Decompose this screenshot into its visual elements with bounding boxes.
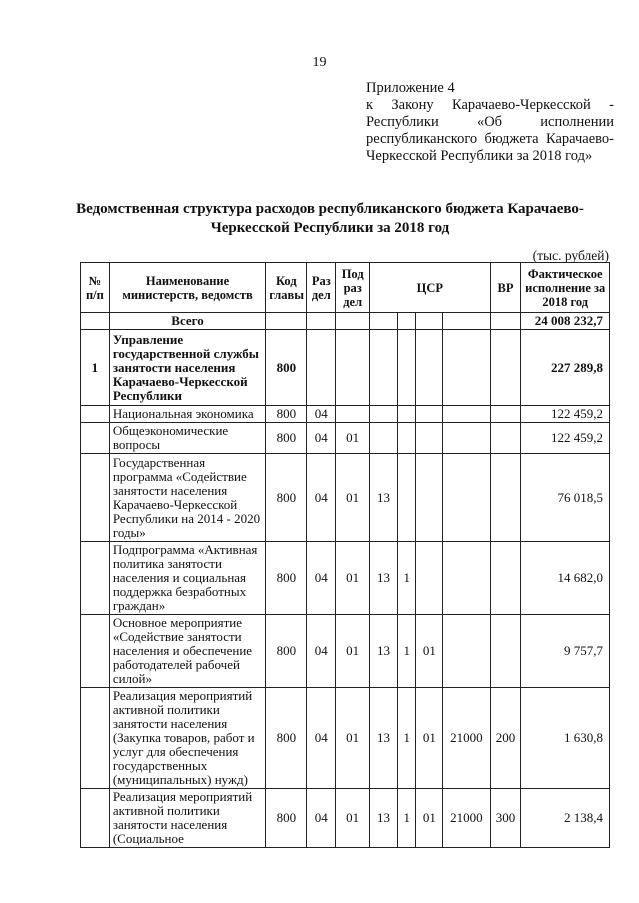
appendix-header — [366, 80, 614, 165]
row-number — [81, 454, 110, 542]
row-code: 800 — [266, 688, 307, 789]
header-name: Наименование министерств, ведомств — [109, 263, 265, 313]
row-csr-subprogram — [397, 454, 416, 542]
row-vr — [490, 542, 521, 615]
row-csr-direction: 21000 — [443, 688, 490, 789]
row-csr-direction — [443, 406, 490, 423]
row-code: 800 — [266, 330, 307, 406]
row-code: 800 — [266, 454, 307, 542]
row-subsection: 01 — [336, 615, 370, 688]
table-row — [81, 406, 610, 423]
row-subsection: 01 — [336, 423, 370, 454]
table-row — [81, 330, 610, 406]
row-csr-event — [416, 454, 443, 542]
row-csr-event — [416, 330, 443, 406]
document-title — [60, 200, 600, 238]
row-section: 04 — [307, 789, 336, 848]
row-number — [81, 406, 110, 423]
row-section: 04 — [307, 615, 336, 688]
row-name: Реализация мероприятий активной политики занятости населения (Закупка товаров, работ и услуг для обеспечения государственных (муниципальных) нужд) — [109, 688, 265, 789]
row-number — [81, 615, 110, 688]
appendix-line: республиканского бюджета Карачаево- — [366, 131, 614, 147]
row-csr-program: 13 — [370, 454, 398, 542]
row-vr — [490, 406, 521, 423]
header-csr: ЦСР — [370, 263, 490, 313]
row-amount: 14 682,0 — [521, 542, 610, 615]
row-vr — [490, 330, 521, 406]
table-row — [81, 688, 610, 789]
row-subsection — [336, 330, 370, 406]
title-line: Ведомственная структура расходов республиканского бюджета Карачаево- — [76, 201, 584, 217]
row-subsection: 01 — [336, 789, 370, 848]
row-csr-program — [370, 423, 398, 454]
row-code: 800 — [266, 615, 307, 688]
total-amount: 24 008 232,7 — [521, 313, 610, 330]
table-row — [81, 454, 610, 542]
row-vr: 300 — [490, 789, 521, 848]
row-amount: 76 018,5 — [521, 454, 610, 542]
row-section: 04 — [307, 688, 336, 789]
row-csr-direction — [443, 330, 490, 406]
row-number — [81, 688, 110, 789]
row-csr-program — [370, 330, 398, 406]
row-csr-event: 01 — [416, 615, 443, 688]
row-csr-subprogram: 1 — [397, 789, 416, 848]
row-subsection: 01 — [336, 454, 370, 542]
row-number — [81, 423, 110, 454]
row-csr-event — [416, 423, 443, 454]
row-csr-event: 01 — [416, 789, 443, 848]
row-csr-direction — [443, 423, 490, 454]
row-csr-subprogram — [397, 330, 416, 406]
table-row — [81, 542, 610, 615]
row-section: 04 — [307, 406, 336, 423]
row-csr-event — [416, 406, 443, 423]
row-csr-program: 13 — [370, 789, 398, 848]
row-code: 800 — [266, 542, 307, 615]
row-amount: 2 138,4 — [521, 789, 610, 848]
row-name: Национальная экономика — [109, 406, 265, 423]
header-num: № п/п — [81, 263, 110, 313]
row-name: Подпрограмма «Активная политика занятости населения и социальная поддержка безработных граждан» — [109, 542, 265, 615]
appendix-line: Республики «Об исполнении — [366, 114, 614, 130]
row-name: Основное мероприятие «Содействие занятости населения и обеспечение работодателей рабочей силой» — [109, 615, 265, 688]
total-label: Всего — [109, 313, 265, 330]
row-amount: 227 289,8 — [521, 330, 610, 406]
row-subsection: 01 — [336, 688, 370, 789]
row-vr — [490, 454, 521, 542]
row-csr-event: 01 — [416, 688, 443, 789]
header-row — [81, 263, 610, 313]
header-section: Раз дел — [307, 263, 336, 313]
row-name: Государственная программа «Содействие занятости населения Карачаево-Черкесской Республики на 2014 - 2020 годы» — [109, 454, 265, 542]
row-number: 1 — [81, 330, 110, 406]
row-subsection: 01 — [336, 542, 370, 615]
row-name: Реализация мероприятий активной политики занятости населения (Социальное — [109, 789, 265, 848]
row-number — [81, 789, 110, 848]
header-amount: Фактическое исполнение за 2018 год — [521, 263, 610, 313]
units-note: (тыс. рублей) — [532, 248, 609, 263]
budget-table — [80, 262, 610, 848]
row-code: 800 — [266, 423, 307, 454]
row-csr-event — [416, 542, 443, 615]
row-csr-subprogram: 1 — [397, 615, 416, 688]
row-csr-direction: 21000 — [443, 789, 490, 848]
row-csr-subprogram: 1 — [397, 542, 416, 615]
row-vr — [490, 615, 521, 688]
table-row — [81, 423, 610, 454]
row-number — [81, 542, 110, 615]
row-csr-program — [370, 406, 398, 423]
row-csr-subprogram: 1 — [397, 688, 416, 789]
row-section — [307, 330, 336, 406]
row-name: Управление государственной службы занятости населения Карачаево-Черкесской Республики — [109, 330, 265, 406]
table-row — [81, 615, 610, 688]
row-section: 04 — [307, 454, 336, 542]
header-subsection: Под раз дел — [336, 263, 370, 313]
header-code: Код главы — [266, 263, 307, 313]
title-line: Черкесской Республики за 2018 год — [210, 220, 450, 236]
row-amount: 9 757,7 — [521, 615, 610, 688]
row-vr: 200 — [490, 688, 521, 789]
row-csr-subprogram — [397, 406, 416, 423]
row-section: 04 — [307, 542, 336, 615]
row-amount: 1 630,8 — [521, 688, 610, 789]
row-name: Общеэкономические вопросы — [109, 423, 265, 454]
total-row — [81, 313, 610, 330]
row-csr-program: 13 — [370, 542, 398, 615]
row-code: 800 — [266, 789, 307, 848]
appendix-line: Приложение 4 — [366, 80, 455, 96]
row-csr-direction — [443, 615, 490, 688]
row-csr-direction — [443, 454, 490, 542]
row-section: 04 — [307, 423, 336, 454]
row-amount: 122 459,2 — [521, 423, 610, 454]
row-amount: 122 459,2 — [521, 406, 610, 423]
header-vr: ВР — [490, 263, 521, 313]
page-number: 19 — [312, 55, 327, 70]
row-csr-program: 13 — [370, 615, 398, 688]
table-row — [81, 789, 610, 848]
row-subsection — [336, 406, 370, 423]
appendix-line: Черкесской Республики за 2018 год» — [366, 148, 593, 164]
appendix-line: к Закону Карачаево-Черкесской - — [366, 97, 614, 113]
row-vr — [490, 423, 521, 454]
row-csr-program: 13 — [370, 688, 398, 789]
row-csr-direction — [443, 542, 490, 615]
row-code: 800 — [266, 406, 307, 423]
row-csr-subprogram — [397, 423, 416, 454]
